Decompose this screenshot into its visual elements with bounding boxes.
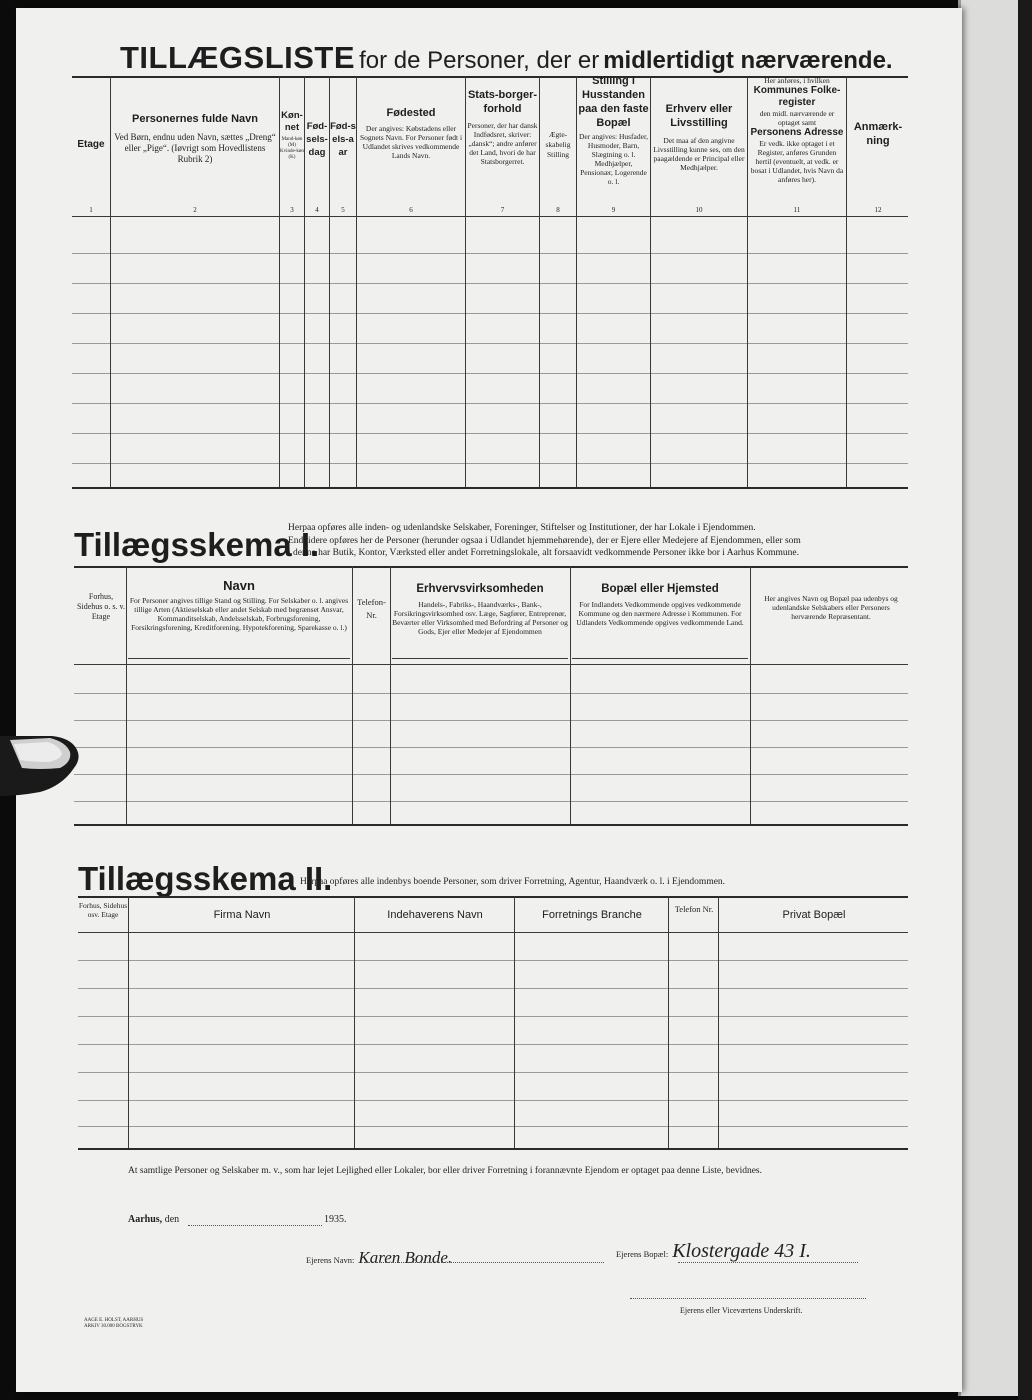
skema2-col-branche: Forretnings Branche bbox=[542, 909, 642, 921]
col-marital-header: Ægte-skabelig Stilling bbox=[545, 130, 571, 159]
col-birthplace-header: Fødested Der angives: Købstadens eller Sognets Navn. For Personer født i Udlandet skrives vedkommende Lands Navn. bbox=[359, 107, 463, 160]
col-num: 1 bbox=[89, 206, 93, 214]
col-register-header: Her anføres, i hvilken Kommunes Folke-register den midl. nærværende er optaget samt Personens Adresse Er vedk. ikke optaget i et Register, anføres Grunden hertil (eventuelt, at vedk. er bosat i Udlandet, hvis Navn da anføres her). bbox=[750, 76, 844, 184]
title-bold: midlertidigt nærværende. bbox=[603, 47, 893, 74]
skema1-col-etage: Forhus, Sidehus o. s. v. Etage bbox=[77, 592, 125, 621]
skema2-intro: Herpaa opføres alle indenbys boende Personer, som driver Forretning, Agentur, Haandværk o. l. i Ejendommen. bbox=[300, 877, 726, 887]
col-remarks-header: Anmærk-ning bbox=[853, 121, 903, 147]
printer-mark: AAGE E. HOLST, AARHUS ARKIV 30.000 BOGSTRYK bbox=[84, 1318, 144, 1329]
facing-page-edge bbox=[958, 0, 1018, 1396]
col-gender-header: Køn-net Mand-køn (M) Kvinde-køn (K) bbox=[280, 110, 304, 160]
skema2-col-telefon: Telefon Nr. bbox=[674, 904, 714, 914]
skema1-col-repr: Her angives Navn og Bopæl paa udenbys og udenlandske Selskabers eller Personers herværende Repræsentant. bbox=[764, 594, 898, 621]
owner-address-field: Ejerens Bopæl: Klostergade 43 I. bbox=[616, 1240, 811, 1262]
footer-year: 1935. bbox=[324, 1214, 347, 1225]
col-num: 8 bbox=[556, 206, 560, 214]
col-household-header: Stilling i Husstanden paa den faste Bopæl Der angives: Husfader, Husmoder, Barn, Slægtning o. l. Medhjælper, Pensionær, Logerende o. l. bbox=[578, 75, 649, 186]
skema1-title: Tillægsskema I. bbox=[74, 526, 320, 563]
owner-name-field: Ejerens Navn: Karen Bonde. bbox=[306, 1248, 453, 1267]
col-num: 6 bbox=[409, 206, 413, 214]
skema2-col-bopael: Privat Bopæl bbox=[782, 909, 846, 921]
skema1-col-erhverv: Erhvervsvirksomheden Handels-, Fabriks-, Haandværks-, Bank-, Forsikringsvirksomhed osv. Læge, Sagfører, Entreprenør, Beværter eller Virksomhed med Befordring af Personer og Gods, Ejer eller Medejer af Ejendommen bbox=[392, 583, 568, 636]
skema1-intro: Herpaa opføres alle inden- og udenlandske Selskaber, Foreninger, Stiftelser og Institutioner, der har Lokale i Ejendommen. Endvidere opføres her de Personer (herunder ogsaa i Udlandet hjemmehørende), der er Ejere eller Medejere af Ejendommen, eller som i denne har Butik, Kontor, Værksted eller andet Forretningslokale, alt forsaavidt vedkommende Personer ikke bor i Aarhus Kommune. bbox=[288, 523, 801, 558]
skema1-col-navn: Navn For Personer angives tillige Stand og Stilling. For Selskaber o. l. angives tillige Arten (Aktieselskab eller andet Selskab med begrænset Ansvar, Kommanditselskab, Andelsselskab, Forbrugsforening, Forsikringsforening, Kreditforening, Hypotekforening, Sparekasse o. l.) bbox=[129, 578, 349, 632]
footer-place: Aarhus, den bbox=[128, 1214, 180, 1225]
col-birthday-header: Fød-sels-dag bbox=[306, 121, 328, 158]
thumb-shape bbox=[0, 734, 86, 798]
col-num: 5 bbox=[341, 206, 345, 214]
col-num: 9 bbox=[611, 206, 616, 214]
skema1-col-bopael: Bopæl eller Hjemsted For Indlandets Vedkommende opgives vedkommende Kommune og den nærmere Adresse i Kommunen. For Udlandets Vedkommende opgives vedkommende Land. bbox=[576, 583, 744, 627]
owner-name-value: Karen Bonde. bbox=[358, 1248, 453, 1267]
col-num: 7 bbox=[500, 206, 505, 214]
col-num: 10 bbox=[695, 206, 703, 214]
background-page bbox=[1018, 0, 1032, 1400]
col-occupation-header: Erhverv eller Livsstilling Det maa af den angivne Livsstilling kunne ses, om den paagældende er Principal eller Medhjælper. bbox=[653, 103, 745, 172]
col-num: 11 bbox=[793, 206, 801, 214]
skema2-col-firma: Firma Navn bbox=[213, 909, 271, 921]
signature-label: Ejerens eller Viceværtens Underskrift. bbox=[680, 1306, 803, 1315]
page-title bbox=[120, 40, 893, 76]
col-name-header: Personernes fulde Navn Ved Børn, endnu uden Navn, sættes „Dreng“ eller „Pige“. (Iøvrigt som Hovedlistens Rubrik 2) bbox=[114, 113, 276, 164]
skema1-col-telefon: Telefon-Nr. bbox=[357, 597, 386, 620]
skema2-title: Tillægsskema II. bbox=[78, 860, 333, 897]
footer-statement: At samtlige Personer og Selskaber m. v., som har lejet Lejlighed eller Lokaler, bor eller driver Forretning i forannævnte Ejendom er optaget paa denne Liste, bevidnes. bbox=[128, 1166, 762, 1176]
owner-address-value: Klostergade 43 I. bbox=[672, 1240, 811, 1262]
col-num: 4 bbox=[315, 206, 319, 214]
col-num: 12 bbox=[874, 206, 882, 214]
col-birthyear-header: Fød-sels-aar bbox=[330, 121, 356, 158]
skema2-col-etage: Forhus, Sidehus osv. Etage bbox=[78, 901, 128, 919]
col-citizenship-header: Stats-borger-forhold Personer, der har dansk Indfødsret, skriver: „dansk“; andre anfører det Land, hvori de har Statsborgerret. bbox=[467, 89, 538, 166]
col-num: 3 bbox=[290, 206, 294, 214]
skema2-col-indehaver: Indehaverens Navn bbox=[387, 909, 483, 921]
form-page bbox=[16, 8, 962, 1392]
col-etage-header: Etage bbox=[77, 139, 105, 150]
col-num: 2 bbox=[193, 206, 197, 214]
title-main: TILLÆGSLISTE bbox=[120, 40, 356, 75]
title-rest: for de Personer, der er bbox=[359, 47, 600, 74]
